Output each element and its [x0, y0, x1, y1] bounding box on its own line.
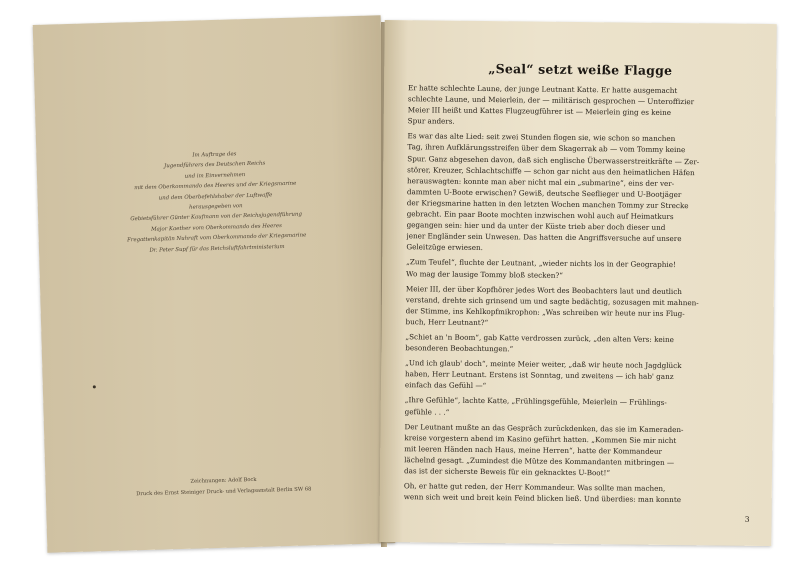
paragraph — [405, 331, 751, 357]
text-line: Der Leutnant mußte an das Gespräch zurückdenken, das sie im Kameraden- — [404, 421, 684, 434]
text-line: Tag, ihren Aufklärungsstreifen über dem Skagerrak ab — vom Tommy keine — [407, 142, 686, 155]
left-page — [33, 15, 396, 553]
text-line: Wo mag der lausige Tommy bloß stecken?“ — [406, 268, 564, 280]
imprint-line: und im Einvernehmen — [184, 171, 246, 180]
ink-dot — [93, 385, 96, 388]
text-line: „Ihre Gefühle“, lachte Katte, „Frühlingsgefühle, Meierlein — Frühlings- — [404, 395, 667, 408]
paragraph — [406, 131, 753, 257]
text-line: „Schiet an 'n Boom“, gab Katte verdrossen zurück, „den alten Vers: keine — [405, 332, 674, 344]
text-line: herauswagten: konnte man aber nicht mal ein „submarine“, eins der ver- — [407, 175, 675, 188]
text-line: einfach das Gefühl —“ — [404, 380, 487, 391]
imprint-line: mit dem Oberkommando des Heeres und der Kriegsmarine — [134, 180, 297, 192]
text-line: „Zum Teufel“, fluchte der Leutnant, „wieder nichts los in der Geographie! — [406, 257, 676, 270]
text-line: jener Engländer sein Unwesen. Das hatten die Angriffsversuche auf unsere — [406, 231, 682, 244]
paragraph — [406, 283, 752, 331]
credit-line: Druck des Ernst Steiniger Druck- und Verlagsanstalt Berlin SW 68 — [136, 486, 312, 498]
imprint-line: Major Kaether vom Oberkommando des Heeres — [150, 222, 282, 233]
publisher-imprint — [66, 146, 365, 258]
text-line: kreise vorgestern abend im Kasino geführt hatten. „Kommen Sie mir nicht — [404, 432, 677, 445]
text-line: buch, Herr Leutnant?“ — [405, 317, 489, 327]
imprint-line: und dem Oberbefehlshaber der Luftwaffe — [158, 191, 273, 202]
chapter-title: „Seal“ setzt weiße Flagge — [488, 61, 673, 78]
imprint-line: Gebietsführer Günter Kaufmann von der Reichsjugendführung — [130, 211, 303, 223]
body-text — [404, 82, 754, 506]
text-line: Geleitzüge erwiesen. — [406, 242, 483, 253]
paragraph — [404, 421, 751, 480]
imprint-line: Dr. Peter Supf für das Reichsluftfahrtministerium — [149, 243, 285, 254]
text-line: schlechte Laune, und Meierlein, der — militärisch gesprochen — Unteroffizier — [407, 94, 695, 107]
imprint-line: Im Auftrage des — [192, 151, 237, 159]
text-line: Spur anders. — [407, 116, 455, 126]
page-number: 3 — [744, 514, 750, 524]
text-line: gebracht. Ein paar Boote mochten inzwischen wohl auch auf Heimatkurs — [406, 209, 674, 222]
text-line: gefühle . . .“ — [404, 406, 450, 417]
imprint-line: Jugendführers des Deutschen Reichs — [164, 160, 266, 170]
text-line: besonderen Beobachtungen.“ — [405, 343, 514, 354]
imprint-line: herausgegeben von — [188, 203, 243, 211]
text-line: haben, Herr Leutnant. Erstens ist Sonntag, und zweitens — ich hab' ganz — [404, 369, 674, 382]
text-line: gegangen sein: hier und da unter der Küste trieb aber doch dieser und — [406, 220, 666, 233]
text-line: „Und ich glaub' doch“, meinte Meier weiter, „daß wir heute noch Jagdglück — [405, 358, 682, 371]
text-line: der Stimme, ins Kehlkopfmikrophon: „Was schreiben wir heute nur ins Flug- — [405, 305, 685, 318]
text-line: verstand, drehte sich grinsend um und sagte bedächtig, sozusagen mit mahnen- — [405, 294, 699, 307]
text-line: störer, Kreuzer, Schlachtschiffe — schon gar nicht aus den heimatlichen Häfen — [407, 164, 695, 177]
paragraph — [404, 480, 750, 506]
text-line: Es war das alte Lied: seit zwei Stunden flogen sie, wie schon so manchen — [407, 131, 676, 144]
text-line: wenn sich weit und breit kein Feind blicken ließ. Und überdies: man konnte — [403, 492, 682, 505]
right-page — [379, 20, 776, 546]
text-line: Er hatte schlechte Laune, der junge Leutnant Katte. Er hatte ausgemacht — [407, 83, 678, 96]
text-line: lächelnd gesagt. „Zumindest die Mütze des Kommandanten mitbringen — — [404, 455, 675, 467]
text-line: dammten U-Boote erwischen? Gewiß, deutsche Seeflieger und U-Bootjäger — [406, 187, 682, 199]
imprint-line: Fregattenkapitän Nuhraft vom Oberkommando der Kriegsmarine — [127, 232, 307, 244]
text-line: das ist der sicherste Beweis für ein geknacktes U-Boot!“ — [403, 466, 611, 478]
text-line: Meier III heißt und Kattes Flugzeugführer ist — Meierlein ging es keine — [407, 105, 672, 118]
text-line: Spur. Ganz abgesehen davon, daß sich englische Überwasserstreitkräfte — Zer- — [407, 153, 700, 166]
paragraph — [406, 257, 752, 283]
text-line: der Kriegsmarine hatten in den letzten Wochen manchen Tommy zur Strecke — [406, 198, 689, 211]
paragraph — [405, 357, 751, 394]
credit-line: Zeichnungen: Adolf Bock — [190, 476, 257, 485]
paragraph — [408, 82, 754, 130]
text-line: mit leeren Händen nach Haus, meine Herren“, hatte der Kommandeur — [404, 444, 663, 456]
printer-credits — [75, 472, 371, 502]
text-line: Oh, er hatte gut reden, der Herr Kommandeur. Was sollte man machen, — [403, 481, 666, 494]
text-line: Meier III, der über Kopfhörer jedes Wort des Beobachters laut und deutlich — [405, 283, 682, 296]
